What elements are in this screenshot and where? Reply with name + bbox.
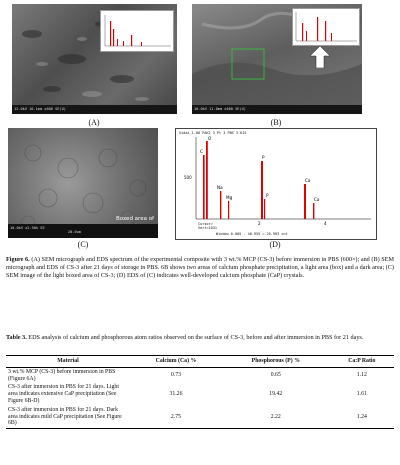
eds-table: [6, 355, 394, 429]
table-row: [6, 406, 394, 429]
table-cell: CS-3 after immersion in PBS for 21 days. Light area indicates extensive CaP precipitation (See Figure 6B-D): [8, 384, 119, 404]
table-cell: 2.22: [222, 406, 330, 429]
peak-label-ca: Ca: [305, 178, 311, 183]
panel-label-a: (A): [88, 118, 100, 127]
eds-header: Vidai_1.00 PAK2 3 Pt 3 PBS 3 KIS: [179, 131, 247, 135]
x-tick-2: 2: [258, 221, 261, 226]
panel-label-b: (B): [270, 118, 282, 127]
table-cell: 1.12: [356, 372, 367, 379]
sem-params-c: 10.0kV x2.50k SE: [10, 226, 45, 230]
table-header-row: [6, 356, 394, 368]
peak-label-ca2: Ca: [314, 197, 320, 202]
sem-image-a: [12, 4, 177, 114]
table-cell: 1.61: [356, 391, 367, 398]
table-cell: 0.73: [170, 372, 182, 379]
table-cell: 0.65: [270, 372, 281, 379]
table-cell: 2.75: [130, 406, 222, 429]
table-caption: [6, 334, 394, 342]
peak-label-o: O: [208, 136, 212, 141]
x-tick-4: 4: [324, 221, 327, 226]
table-cell: 19.42: [269, 391, 283, 398]
table-cell: CS-3 after immersion in PBS for 21 days. Dark area indicates mild CaP precipitation (See Figure 6B): [6, 406, 130, 429]
sem-image-b: [192, 4, 362, 114]
scale-bar-c: 20.0um: [68, 230, 81, 234]
peak-ca2: [313, 203, 314, 219]
table-caption-lead: Table 3.: [6, 334, 27, 341]
sem-info-bar-c: [8, 224, 158, 238]
panel-label-d: (D): [269, 240, 281, 249]
peak-c: [203, 155, 205, 219]
boxed-area-label: Boxed area of: [116, 216, 154, 222]
cursor-line-1: Cursor=: [198, 222, 213, 226]
table-caption-text: EDS analysis of calcium and phosphorous atom ratios observed on the surface of CS-3, before and after immersion in PBS for 21 days.: [28, 334, 364, 341]
sem-info-bar-a: 12.0kV 10.1mm x600 SE(U): [12, 105, 177, 114]
table-cell: 3 wt.% MCP (CS-3) before immersion in PBS (Figure 6A): [8, 368, 116, 382]
eds-inset-b: [292, 8, 360, 46]
eds-spectrum-d: [175, 128, 377, 240]
sem-info-bar-b: 10.0kV 11.0mm x600 SE(U): [192, 105, 362, 114]
table-row: [6, 383, 394, 405]
table-cell: 1.24: [330, 406, 394, 429]
col-header-phosphorous: Phosphorous (P) %: [222, 356, 330, 368]
figure-caption: [6, 256, 394, 281]
table-row: [6, 367, 394, 383]
peak-na: [220, 191, 221, 219]
peak-label-na: Na: [217, 185, 223, 190]
sem-image-c: [8, 128, 158, 238]
figure-caption-lead: Figure 6.: [6, 256, 30, 263]
arrow-up-icon: [310, 46, 330, 68]
eds-cursor-readout: [198, 222, 217, 230]
col-header-calcium: Calcium (Ca) %: [130, 356, 222, 368]
peak-label-p: P: [262, 155, 265, 160]
col-header-material: Material: [6, 356, 130, 368]
peak-p: [261, 161, 263, 219]
peak-p2: [264, 199, 265, 219]
peak-label-p2: P: [266, 193, 269, 198]
figure-caption-text: (A) SEM micrograph and EDS spectrum of the experimental composite with 3 wt.% MCP (CS-3) before immersion in PBS (600×); and (B) SEM micrograph and EDS of CS-3 after 21 days of storage in PBS. 6B shows two areas of calcium phosphate precipitation, a light area (box) and a dark area; (C) SEM image of the light boxed area of CS-3; (D) EDS of (C) indicates well-developed calcium phosphate (CaP) crystals.: [6, 256, 394, 280]
table-cell: 31.26: [169, 391, 183, 398]
peak-ca: [304, 184, 306, 219]
cursor-line-2: Vert=1031: [198, 226, 217, 230]
eds-inset-a: [100, 10, 174, 52]
eds-footer: Window 0.005 - 40.955 = 25.983 cnt: [216, 232, 288, 236]
col-header-ratio: Ca:P Ratio: [330, 356, 394, 368]
peak-label-c: C: [200, 149, 203, 154]
y-tick-500: 500: [184, 175, 192, 180]
peak-label-mg: Mg: [226, 195, 233, 200]
panel-label-c: (C): [77, 240, 89, 249]
peak-o: [206, 141, 208, 219]
peak-mg: [228, 201, 229, 219]
